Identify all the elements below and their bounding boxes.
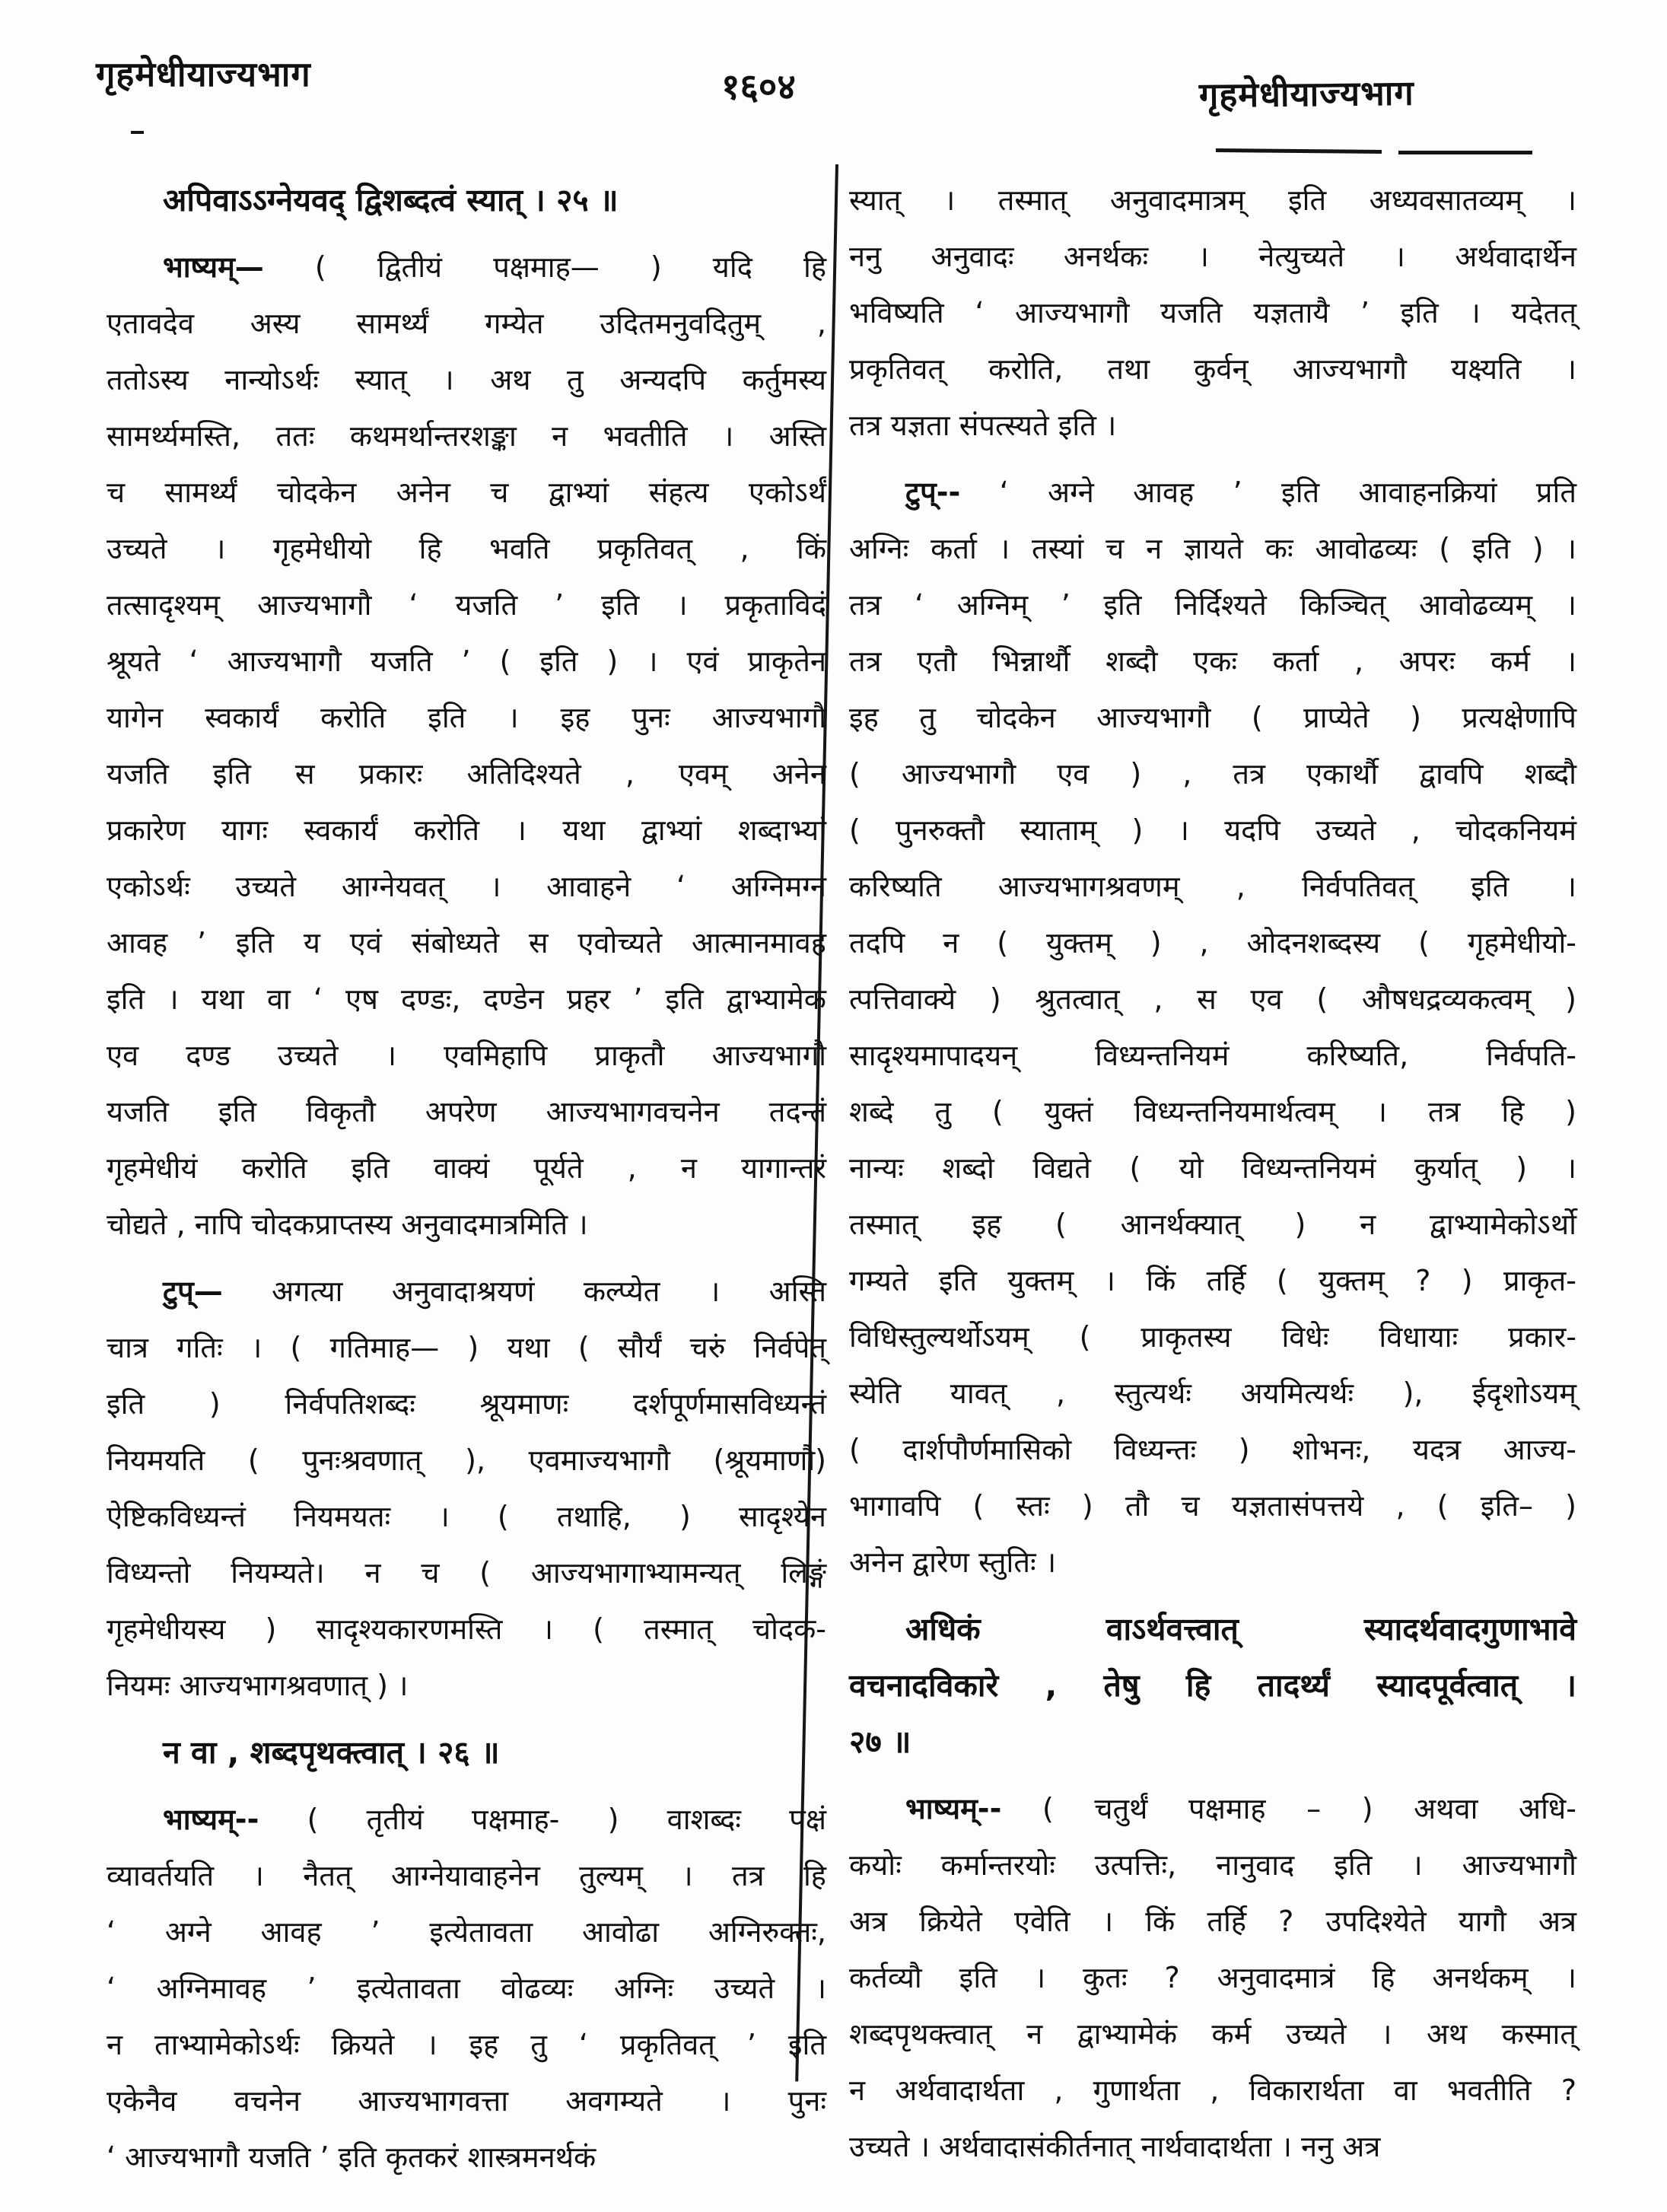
- text-line: वचनादविकारे , तेषु हि तादर्थ्यं स्यादपूर्वत्वात् ।: [849, 1667, 1576, 1704]
- running-title-right: गृहमेधीयाज्यभाग: [1198, 72, 1414, 116]
- paragraph-block: [107, 1263, 826, 1714]
- text-line: एव दण्ड उच्यते । एवमिहापि प्राकृतौ आज्यभागौ: [107, 1039, 826, 1072]
- text-line: त्पत्तिवाक्ये ) श्रुतत्वात् , स एव ( औषधद्रव्यकत्वम् ): [849, 982, 1576, 1016]
- text-line: नियमः आज्यभागश्रवणात् ) ।: [107, 1669, 409, 1702]
- text-line: ननु अनुवादः अनर्थकः । नेत्युच्यते । अर्थवादार्थेन: [849, 240, 1576, 273]
- text-line: ‘ अग्निमावह ’ इत्येतावता वोढव्यः अग्निः उच्यते ।: [107, 1972, 826, 2005]
- text-line: तत्र ‘ अग्निम् ’ इति निर्दिश्यते किञ्चित् आवोढव्यम् ।: [849, 588, 1576, 622]
- text-line: व्यावर्तयति । नैतत् आग्नेयावाहनेन तुल्यम् । तत्र हि: [107, 1859, 826, 1892]
- text-line: उच्यते । अर्थवादासंकीर्तनात् नार्थवादार्थता । ननु अत्र: [849, 2130, 1381, 2163]
- text-line: ( दार्शपौर्णमासिको विध्यन्तः ) शोभनः, यदत्र आज्य-: [849, 1433, 1576, 1466]
- text-line: ‘ आज्यभागौ यजति ’ इति कृतकरं शास्त्रमनर्थकं: [107, 2140, 596, 2174]
- text-line: एकेनैव वचनेन आज्यभागवत्ता अवगम्यते । पुनः: [107, 2084, 826, 2118]
- text-line: न अर्थवादार्थता , गुणार्थता , विकारार्थता वा भवतीति ?: [849, 2074, 1576, 2107]
- text-line: तत्सादृश्यम् आज्यभागौ ‘ यजति ’ इति । प्रकृताविदं: [107, 588, 826, 622]
- text-line: कर्तव्यौ इति । कुतः ? अनुवादमात्रं हि अनर्थकम् ।: [849, 1961, 1576, 1994]
- text-line: इति । यथा वा ‘ एष दण्डः, दण्डेन प्रहर ’ इति द्वाभ्यामेक: [107, 982, 826, 1016]
- page-number: १६०४: [721, 66, 796, 108]
- text-line: ( पुनरुक्तौ स्याताम् ) । यदपि उच्यते , चोदकनियमं: [849, 813, 1576, 847]
- paragraph-block: [849, 464, 1576, 1590]
- text-line: भाष्यम्-- ( चतुर्थं पक्षमाह – ) अथवा अधि-: [905, 1792, 1576, 1825]
- text-line: स्यात् । तस्मात् अनुवादमात्रम् इति अध्यवसातव्यम् ।: [849, 183, 1576, 217]
- commentary-label: टुप्--: [905, 476, 961, 509]
- text-line: प्रकारेण यागः स्वकार्यं करोति । यथा द्वाभ्यां शब्दाभ्यां: [107, 813, 826, 847]
- text-line: अधिकं वाऽर्थवत्त्वात् स्यादर्थवादगुणाभावे: [905, 1611, 1576, 1647]
- text-line: तत्र यज्ञता संपत्स्यते इति ।: [849, 409, 1117, 442]
- paragraph-block: [849, 1781, 1576, 2175]
- sutra-block: [107, 1724, 826, 1781]
- text-line: अनेन द्वारेण स्तुतिः ।: [849, 1545, 1057, 1579]
- running-title-left: गृहमेधीयाज्यभाग: [96, 54, 311, 94]
- text-line: चात्र गतिः । ( गतिमाह— ) यथा ( सौर्यं चरुं निर्वपेत्: [107, 1331, 826, 1364]
- text-line: भविष्यति ‘ आज्यभागौ यजति यज्ञतायै ’ इति । यदेतत्: [849, 296, 1576, 329]
- text-line: शब्दपृथक्त्वात् न द्वाभ्यामेकं कर्म उच्यते । अथ कस्मात्: [849, 2017, 1576, 2051]
- commentary-label: टुप्—: [163, 1275, 223, 1308]
- text-line: ततोऽस्य नान्योऽर्थः स्यात् । अथ तु अन्यदपि कर्तुमस्य: [107, 363, 826, 396]
- text-line: आवह ’ इति य एवं संबोध्यते स एवोच्यते आत्मानमावह: [107, 926, 826, 960]
- text-line: करिष्यति आज्यभागश्रवणम् , निर्वपतिवत् इति ।: [849, 870, 1576, 903]
- paragraph-block: [107, 1791, 826, 2185]
- text-line: सामर्थ्यमस्ति, ततः कथमर्थान्तरशङ्का न भवतीति । अस्ति: [107, 419, 826, 453]
- scan-artifact-dash: [131, 131, 144, 134]
- text-line: नियमयति ( पुनःश्रवणात् ), एवमाज्यभागौ (श्रूयमाणौ): [107, 1443, 826, 1477]
- commentary-label: भाष्यम्—: [163, 250, 264, 284]
- text-line: अग्निः कर्ता । तस्यां च न ज्ञायते कः आवोढव्यः ( इति ) ।: [849, 532, 1576, 565]
- text-line: सादृश्यमापादयन् विध्यन्तनियमं करिष्यति, निर्वपति-: [849, 1039, 1576, 1072]
- text-line: विधिस्तुल्यर्थोऽयम् ( प्राकृतस्य विधेः विधायाः प्रकार-: [849, 1320, 1576, 1354]
- text-line: श्रूयते ‘ आज्यभागौ यजति ’ ( इति ) । एवं प्राकृतेन: [107, 645, 826, 678]
- text-line: इह तु चोदकेन आज्यभागौ ( प्राप्येते ) प्रत्यक्षेणापि: [849, 701, 1576, 734]
- commentary-label: भाष्यम्--: [905, 1792, 1002, 1825]
- text-line: न ताभ्यामेकोऽर्थः क्रियते । इह तु ‘ प्रकृतिवत् ’ इति: [107, 2028, 826, 2061]
- text-line: कयोः कर्मान्तरयोः उत्पत्तिः, नानुवाद इति । आज्यभागौ: [849, 1848, 1576, 1882]
- text-line: गम्यते इति युक्तम् । किं तर्हि ( युक्तम् ? ) प्राकृत-: [849, 1264, 1576, 1297]
- text-line: न वा , शब्दपृथक्त्वात् । २६ ॥: [163, 1734, 500, 1771]
- text-line: विध्यन्तो नियम्यते। न च ( आज्यभागाभ्यामन्यत् लिङ्गं: [107, 1556, 826, 1590]
- text-line: स्येति यावत् , स्तुत्यर्थः अयमित्यर्थः ), ईदृशोऽयम्: [849, 1377, 1576, 1410]
- text-line: एकोऽर्थः उच्यते आग्नेयवत् । आवाहने ‘ अग्निमग्न: [107, 870, 826, 903]
- text-line: यजति इति विकृतौ अपरेण आज्यभागवचनेन तदन्तं: [107, 1095, 826, 1128]
- text-line: भागावपि ( स्तः ) तौ च यज्ञतासंपत्तये , ( इति– ): [849, 1489, 1576, 1523]
- text-line: तदपि न ( युक्तम् ) , ओदनशब्दस्य ( गृहमेधीयो-: [849, 926, 1576, 960]
- text-line: शब्दे तु ( युक्तं विध्यन्तनियमार्थत्वम् । तत्र हि ): [849, 1095, 1576, 1128]
- text-line: एतावदेव अस्य सामर्थ्यं गम्येत उदितमनुवदितुम् ,: [107, 307, 826, 340]
- commentary-label: भाष्यम्--: [163, 1803, 259, 1836]
- text-line: यजति इति स प्रकारः अतिदिश्यते , एवम् अनेन: [107, 757, 826, 791]
- text-line: गृहमेधीयस्य ) सादृश्यकारणमस्ति । ( तस्मात् चोदक-: [107, 1612, 826, 1646]
- text-line: च सामर्थ्यं चोदकेन अनेन च द्वाभ्यां संहत्य एकोऽर्थं: [107, 476, 826, 509]
- text-line: प्रकृतिवत् करोति, तथा कुर्वन् आज्यभागौ यक्ष्यति ।: [849, 352, 1576, 386]
- text-line: यागेन स्वकार्यं करोति इति । इह पुनः आज्यभागौ: [107, 701, 826, 734]
- text-column-left: [107, 172, 826, 2185]
- sutra-block: [107, 172, 826, 228]
- text-line: तस्मात् इह ( आनर्थक्यात् ) न द्वाभ्यामेकोऽर्थो: [849, 1208, 1576, 1241]
- text-line: भाष्यम्-- ( तृतीयं पक्षमाह- ) वाशब्दः पक्षं: [163, 1803, 826, 1836]
- text-line: ऐष्टिकविध्यन्तं नियमयतः । ( तथाहि, ) सादृश्येन: [107, 1500, 826, 1533]
- text-line: नान्यः शब्दो विद्यते ( यो विध्यन्तनियमं कुर्यात् ) ।: [849, 1151, 1576, 1185]
- text-column-right: [849, 172, 1576, 2175]
- sutra-block: [849, 1601, 1576, 1770]
- text-line: अत्र क्रियेते एवेति । किं तर्हि ? उपदिश्येते यागौ अत्र: [849, 1905, 1576, 1938]
- text-line: २७ ॥: [849, 1723, 911, 1760]
- text-line: इति ) निर्वपतिशब्दः श्रूयमाणः दर्शपूर्णमासविध्यन्तं: [107, 1387, 826, 1421]
- text-line: ( आज्यभागौ एव ) , तत्र एकार्थौ द्वावपि शब्दौ: [849, 757, 1576, 791]
- text-line: टुप्— अगत्या अनुवादाश्रयणं कल्प्येत । अस्ति: [163, 1275, 826, 1308]
- paragraph-block: [107, 239, 826, 1252]
- text-line: चोद्यते , नापि चोदकप्राप्तस्य अनुवादमात्रमिति ।: [107, 1208, 588, 1241]
- header-rule-segment: [1216, 148, 1382, 154]
- text-line: टुप्-- ‘ अग्ने आवह ’ इति आवाहनक्रियां प्रति: [905, 476, 1576, 509]
- text-line: भाष्यम्— ( द्वितीयं पक्षमाह— ) यदि हि: [163, 250, 826, 284]
- paragraph-block: [849, 172, 1576, 454]
- text-line: उच्यते । गृहमेधीयो हि भवति प्रकृतिवत् , किं: [107, 532, 826, 565]
- text-line: अपिवाऽऽग्नेयवद् द्विशब्दत्वं स्यात् । २५ ॥: [163, 182, 619, 218]
- text-line: ‘ अग्ने आवह ’ इत्येतावता आवोढा अग्निरुक्तः,: [107, 1915, 826, 1949]
- text-line: गृहमेधीयं करोति इति वाक्यं पूर्यते , न यागान्तरं: [107, 1151, 826, 1185]
- text-line: तत्र एतौ भिन्नार्थौ शब्दौ एकः कर्ता , अपरः कर्म ।: [849, 645, 1576, 678]
- header-rule-segment: [1398, 151, 1532, 154]
